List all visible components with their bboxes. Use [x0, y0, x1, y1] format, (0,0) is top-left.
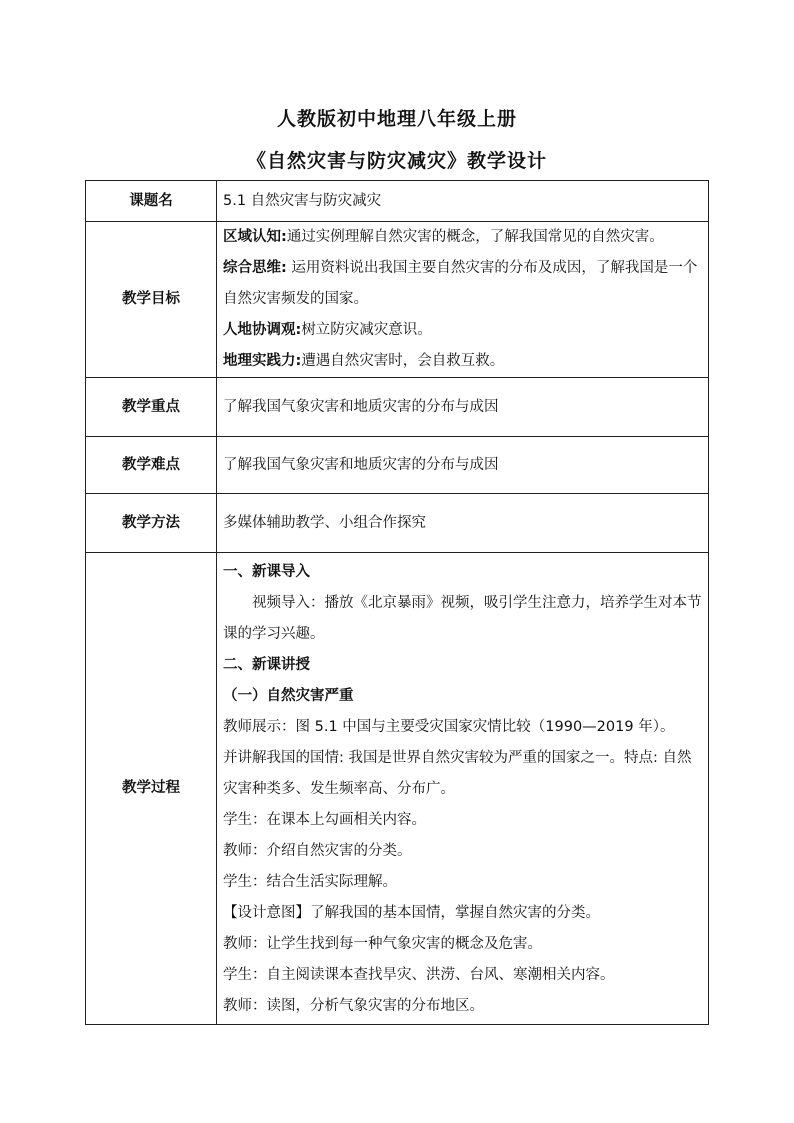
goal-heading: 人地协调观:	[223, 322, 302, 338]
goal-heading: 地理实践力:	[223, 353, 302, 369]
goal-geographic-practice	[223, 346, 702, 377]
table-row-process	[86, 553, 709, 1025]
key-points-value: 了解我国气象灾害和地质灾害的分布与成因	[217, 378, 709, 437]
goal-comprehensive-thinking	[223, 253, 702, 315]
key-points-label: 教学重点	[86, 378, 217, 437]
goal-heading: 综合思维:	[223, 260, 287, 276]
process-paragraph: 教师：让学生找到每一种气象灾害的概念及危害。	[223, 935, 542, 952]
difficulties-label: 教学难点	[86, 437, 217, 494]
process-subsection-heading: （一）自然灾害严重	[223, 687, 354, 704]
process-paragraph: 教师：读图，分析气象灾害的分布地区。	[223, 997, 484, 1014]
document-title: 人教版初中地理八年级上册	[276, 108, 517, 130]
process-paragraph: 【设计意图】了解我国的基本国情，掌握自然灾害的分类。	[223, 904, 600, 921]
lesson-plan-table	[85, 180, 709, 1025]
goals-label: 教学目标	[86, 222, 217, 378]
table-row-difficulties	[86, 437, 709, 494]
process-paragraph: 学生：结合生活实际理解。	[223, 873, 397, 890]
goal-text: 通过实例理解自然灾害的概念，了解我国常见的自然灾害。	[286, 229, 664, 245]
table-row-key-points	[86, 378, 709, 437]
goal-human-land-harmony	[223, 315, 702, 346]
process-paragraph: 并讲解我国的国情: 我国是世界自然灾害较为严重的国家之一。特点: 自然灾害种类多、发生频率高、分布广。	[223, 749, 692, 797]
methods-label: 教学方法	[86, 494, 217, 553]
topic-label: 课题名	[86, 181, 217, 222]
process-content	[217, 553, 709, 1025]
difficulties-value: 了解我国气象灾害和地质灾害的分布与成因	[217, 437, 709, 494]
goal-regional-cognition	[223, 222, 702, 253]
goal-text: 运用资料说出我国主要自然灾害的分布及成因，了解我国是一个自然灾害频发的国家。	[223, 260, 698, 307]
process-paragraph: 学生：在课本上勾画相关内容。	[223, 811, 426, 828]
process-paragraph: 教师展示：图 5.1 中国与主要受灾国家灾情比较（1990—2019 年）。	[223, 718, 675, 735]
table-row-methods	[86, 494, 709, 553]
methods-value: 多媒体辅助教学、小组合作探究	[217, 494, 709, 553]
process-paragraph: 学生：自主阅读课本查找旱灾、洪涝、台风、寒潮相关内容。	[223, 966, 615, 983]
goal-heading: 区域认知:	[223, 229, 287, 245]
goals-content	[217, 222, 709, 378]
process-label: 教学过程	[86, 553, 217, 1025]
table-row-topic	[86, 181, 709, 222]
goal-text: 树立防灾减灾意识。	[301, 322, 432, 338]
document-subtitle: 《自然灾害与防灾减灾》教学设计	[246, 150, 547, 172]
goal-text: 遭遇自然灾害时，会自救互救。	[301, 353, 505, 369]
process-paragraph: 视频导入：播放《北京暴雨》视频，吸引学生注意力，培养学生对本节课的学习兴趣。	[223, 594, 702, 642]
process-section-heading: 一、新课导入	[223, 563, 310, 580]
process-section-heading: 二、新课讲授	[223, 656, 310, 673]
table-row-goals	[86, 222, 709, 378]
process-paragraph: 教师：介绍自然灾害的分类。	[223, 842, 412, 859]
topic-value: 5.1 自然灾害与防灾减灾	[217, 181, 709, 222]
